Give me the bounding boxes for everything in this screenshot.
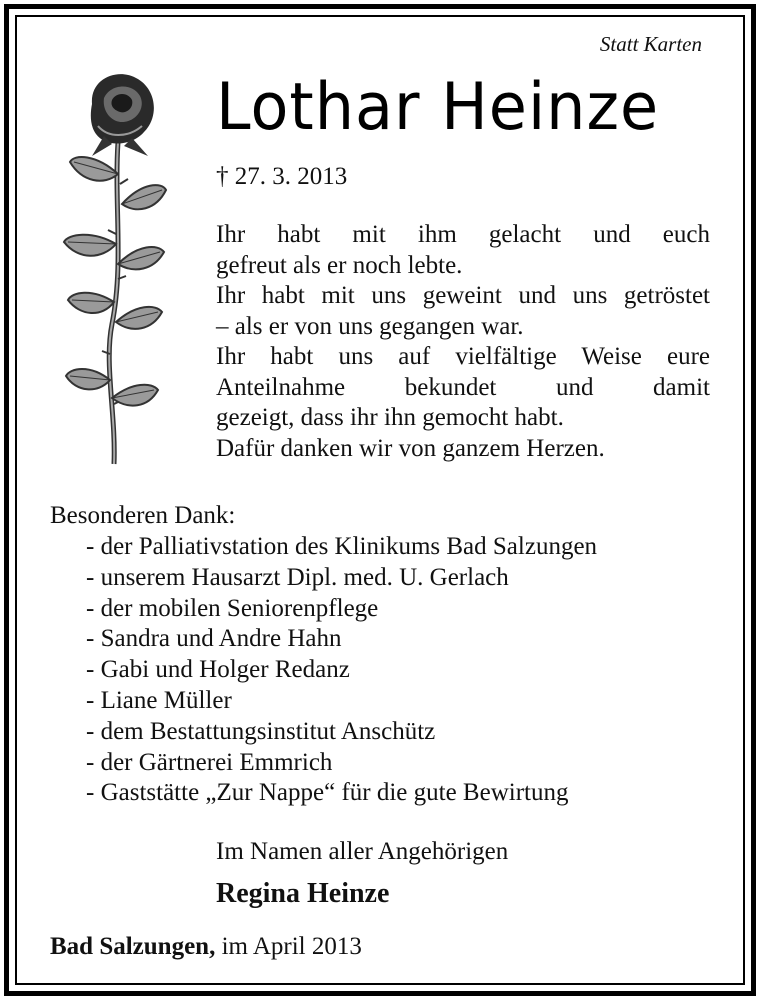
verse-line: Anteilnahme bekundet und damit — [216, 373, 710, 401]
thanks-item: - der Palliativstation des Klinikums Bad Salzungen — [86, 533, 598, 560]
verse-line: Ihr habt mit ihm gelacht und euch — [216, 221, 710, 248]
verse — [216, 220, 710, 464]
verse-line: Dafür danken wir von ganzem Herzen. — [216, 434, 605, 462]
place-date-line — [50, 933, 362, 961]
thanks-list — [86, 532, 597, 809]
death-date: † 27. 3. 2013 — [216, 163, 348, 190]
thanks-item: - dem Bestattungsinstitut Anschütz — [86, 717, 436, 745]
signer-name: Regina Heinze — [216, 878, 390, 909]
verse-line: – als er von uns gegangen war. — [216, 312, 524, 340]
verse-line: gefreut als er noch lebte. — [216, 251, 463, 279]
verse-line: Ihr habt mit uns geweint und uns getröstet — [216, 282, 710, 309]
place-name: Bad Salzungen, — [50, 933, 216, 960]
rose-icon — [52, 64, 180, 468]
thanks-heading: Besonderen Dank: — [50, 502, 236, 529]
statt-karten-note: Statt Karten — [599, 32, 702, 56]
on-behalf-line: Im Namen aller Angehörigen — [216, 838, 509, 865]
thanks-item: - unserem Hausarzt Dipl. med. U. Gerlach — [86, 563, 509, 591]
verse-line: Ihr habt uns auf vielfältige Weise eure — [216, 343, 710, 370]
thanks-item: - Gaststätte „Zur Nappe“ für die gute Bewirtung — [86, 779, 569, 807]
thanks-item: - Sandra und Andre Hahn — [86, 625, 342, 653]
thanks-item: - Liane Müller — [86, 686, 232, 714]
verse-line: gezeigt, dass ihr ihn gemocht habt. — [216, 404, 564, 431]
deceased-name: Lothar Heinze — [216, 68, 660, 145]
date-text: im April 2013 — [215, 933, 362, 960]
thanks-item: - der mobilen Seniorenpflege — [86, 594, 379, 622]
thanks-item: - Gabi und Holger Redanz — [86, 656, 350, 684]
thanks-item: - der Gärtnerei Emmrich — [86, 748, 333, 776]
